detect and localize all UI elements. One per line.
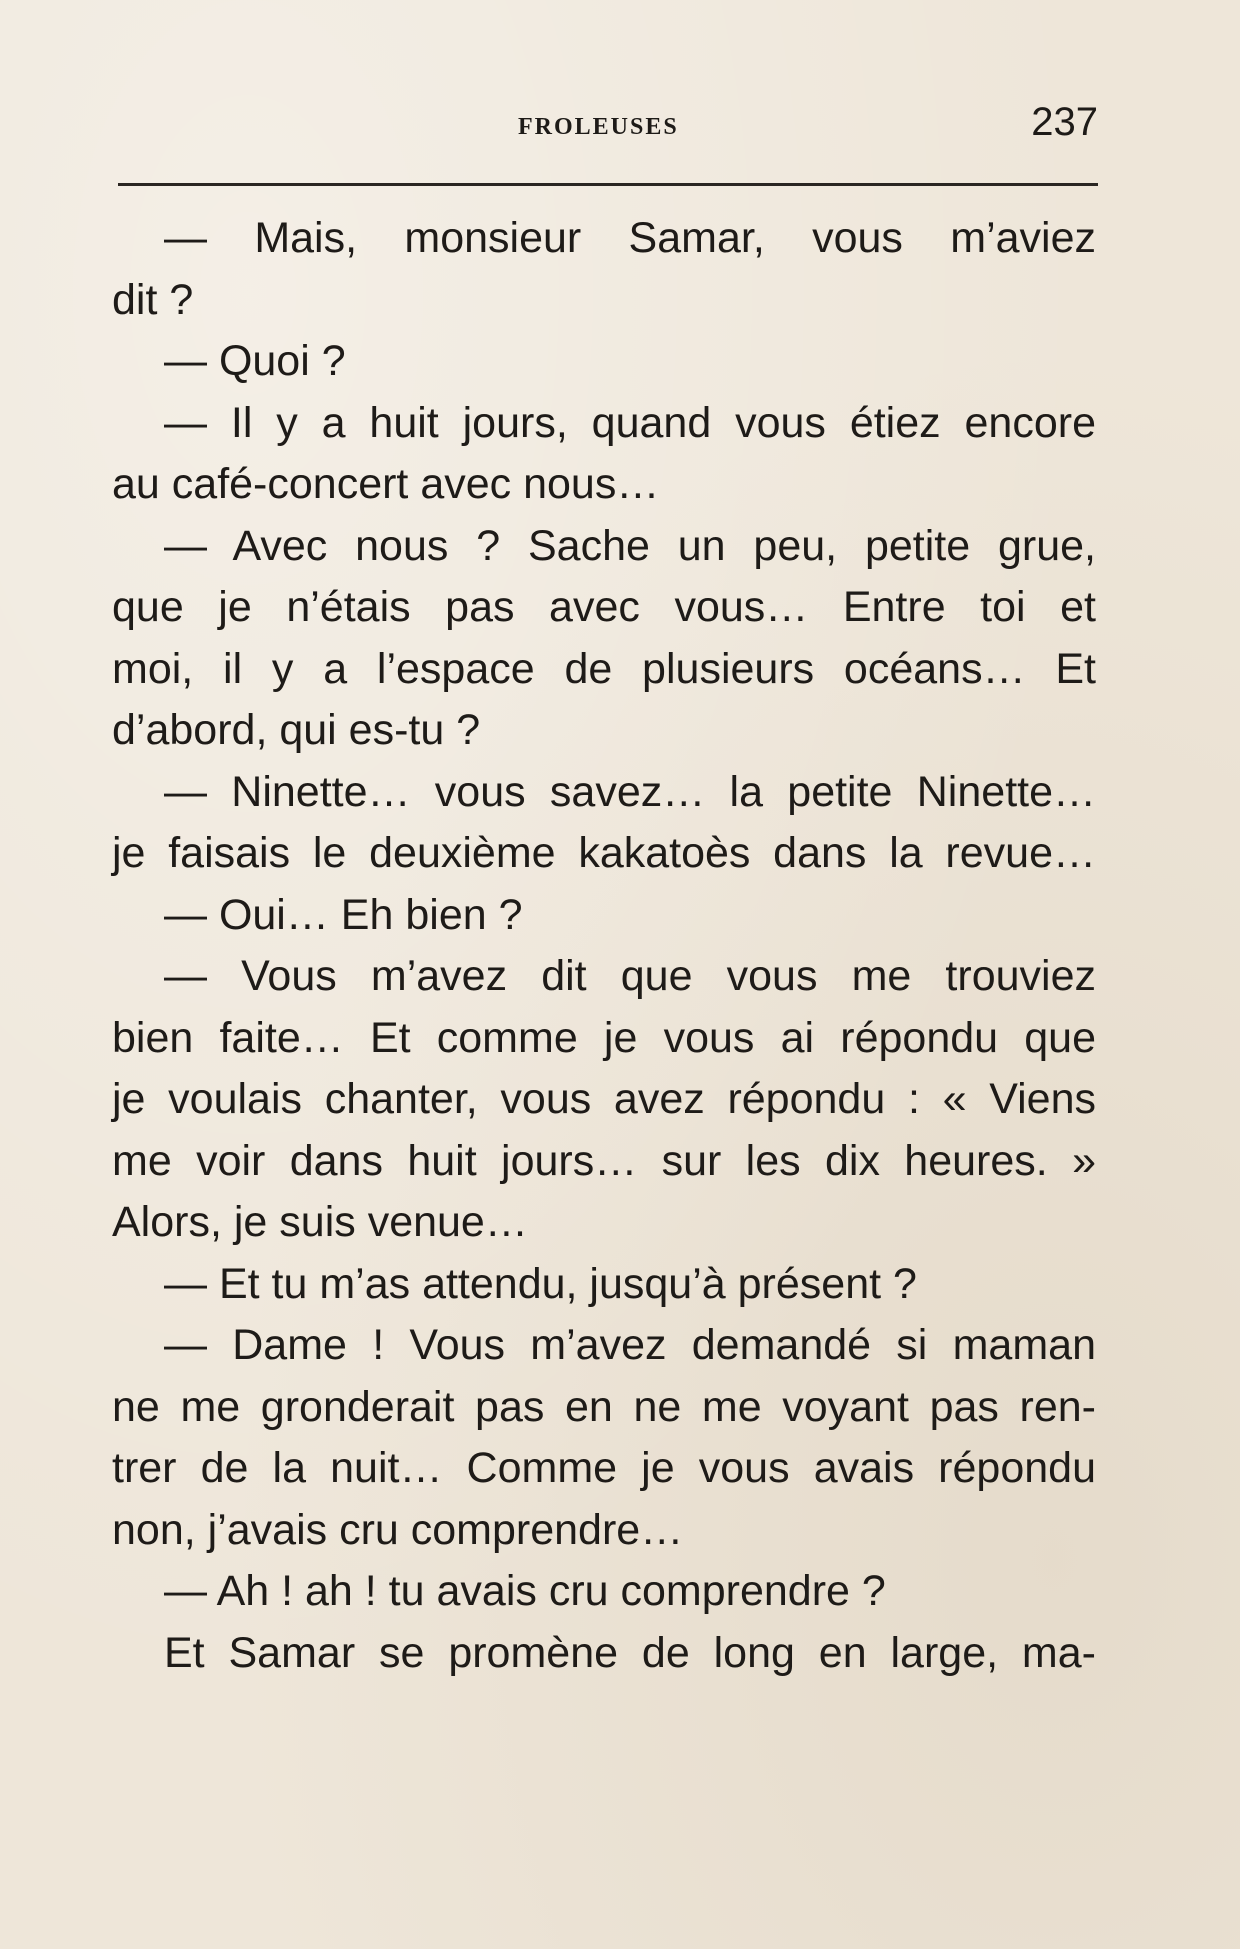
text-line: d’abord, qui es-tu ? [112,706,481,754]
text-line: Alors, je suis venue… [112,1198,528,1246]
text-line: non, j’avais cru comprendre… [112,1505,684,1554]
text-line: — Mais, monsieur Samar, vous m’aviez [164,214,1096,262]
text-line: dit ? [112,275,194,324]
text-line: moi, il y a l’espace de plusieurs océans… Et [112,644,1096,693]
text-line: au café-concert avec nous… [112,460,660,508]
text-line: — Ah ! ah ! tu avais cru comprendre ? [164,1567,886,1615]
text-line: — Vous m’avez dit que vous me trouviez [164,952,1096,1000]
text-line: — Oui… Eh bien ? [164,890,523,939]
text-line: bien faite… Et comme je vous ai répondu que [112,1013,1096,1062]
body-text [112,208,1096,1684]
text-line: — Et tu m’as attendu, jusqu’à présent ? [164,1259,917,1308]
text-line: — Quoi ? [164,337,346,385]
text-line: — Ninette… vous savez… la petite Ninette… [164,767,1096,816]
text-line: je voulais chanter, vous avez répondu : « Viens [112,1075,1096,1123]
header-rule [118,183,1098,186]
text-line: je faisais le deuxième kakatoès dans la revue… [112,829,1096,877]
running-title: FROLEUSES [518,114,679,140]
page-number: 237 [1031,100,1098,144]
text-line: ne me gronderait pas en ne me voyant pas ren- [112,1382,1096,1431]
text-line: — Il y a huit jours, quand vous étiez encore [164,398,1096,447]
text-line: que je n’étais pas avec vous… Entre toi et [112,583,1096,631]
text-line: Et Samar se promène de long en large, ma- [164,1628,1096,1677]
text-line: trer de la nuit… Comme je vous avais répondu [112,1444,1096,1492]
text-line: — Dame ! Vous m’avez demandé si maman [164,1321,1096,1369]
running-head [118,100,1098,150]
text-line: me voir dans huit jours… sur les dix heures. » [112,1136,1096,1185]
text-line: — Avec nous ? Sache un peu, petite grue, [164,521,1096,570]
